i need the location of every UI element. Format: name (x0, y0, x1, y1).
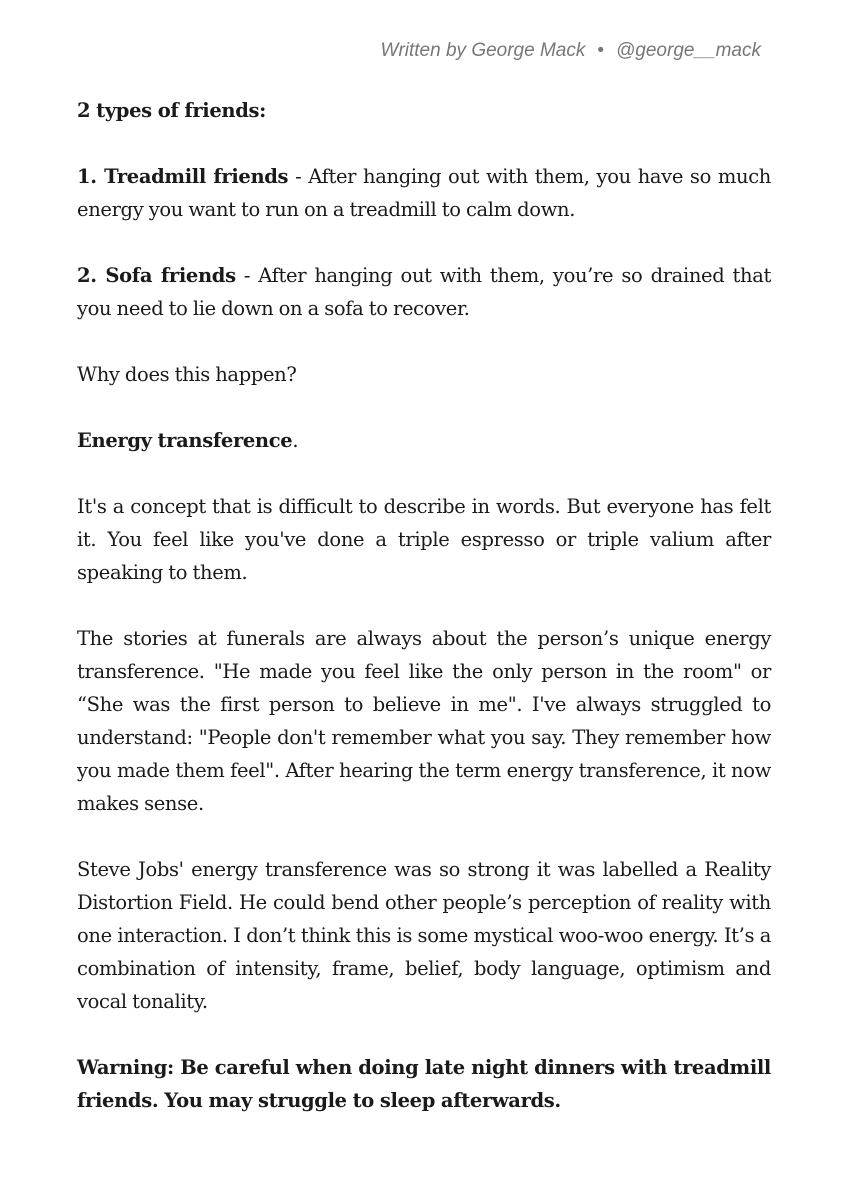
page-header (381, 40, 761, 62)
treadmill-friends-label: 1. Treadmill friends (77, 165, 289, 188)
article-heading (77, 94, 771, 127)
warning-text: Warning: Be careful when doing late night dinners with treadmill friends. You may struggle to sleep afterwards. (77, 1056, 771, 1112)
question-paragraph: Why does this happen? (77, 363, 297, 386)
author-handle: @george__mack (616, 40, 761, 61)
steve-jobs-paragraph: Steve Jobs' energy transference was so strong it was labelled a Reality Distortion Field. He could bend other people’s perception of reality with one interaction. I don’t think this is some mystical woo-woo energy. It’s a combination of intensity, frame, belief, body language, optimism and vocal tonality. (77, 858, 771, 1013)
sofa-friends-label: 2. Sofa friends (77, 264, 236, 287)
answer-tail: . (292, 429, 299, 452)
answer-bold: Energy transference (77, 429, 293, 452)
author-credit: Written by George Mack (380, 40, 586, 61)
sofa-friends-item (77, 259, 771, 325)
heading-text: 2 types of friends: (77, 99, 267, 122)
separator-bullet: • (597, 40, 605, 61)
treadmill-friends-text: - After hanging out with them, you have so much energy you want to run on a treadmill to calm down. (77, 165, 771, 221)
warning-paragraph (77, 1051, 771, 1117)
answer-paragraph (77, 424, 771, 457)
sofa-friends-text: - After hanging out with them, you’re so drained that you need to lie down on a sofa to recover. (77, 264, 771, 320)
treadmill-friends-item (77, 160, 771, 226)
article-body (77, 94, 771, 1150)
concept-paragraph: It's a concept that is difficult to describe in words. But everyone has felt it. You feel like you've done a triple espresso or triple valium after speaking to them. (77, 495, 771, 584)
funerals-paragraph: The stories at funerals are always about the person’s unique energy transference. "He made you feel like the only person in the room" or “She was the first person to believe in me". I've always struggled to understand: "People don't remember what you say. They remember how you made them feel". After hearing the term energy transference, it now makes sense. (77, 627, 771, 815)
